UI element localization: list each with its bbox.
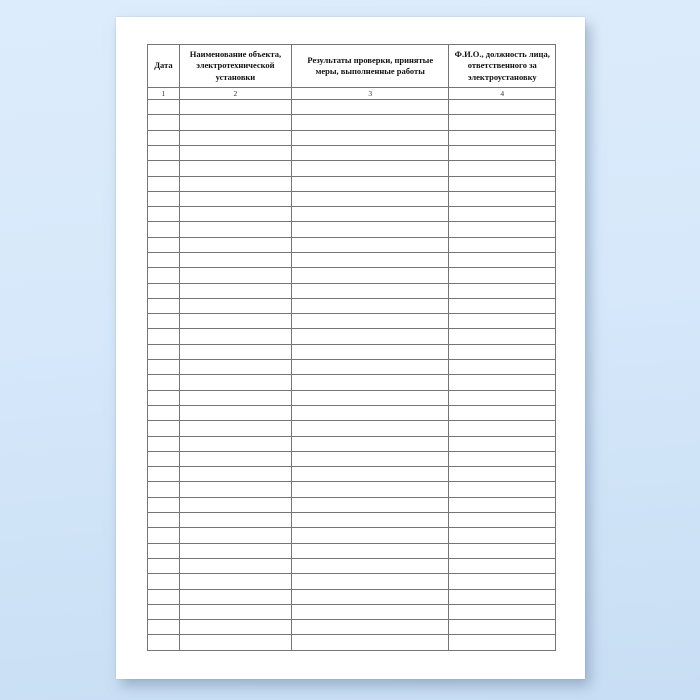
table-cell: [292, 482, 449, 497]
table-cell: [449, 405, 556, 420]
table-cell: [449, 115, 556, 130]
table-cell: [179, 252, 291, 267]
table-cell: [292, 298, 449, 313]
table-cell: [179, 145, 291, 160]
table-cell: [179, 268, 291, 283]
table-cell: [148, 115, 180, 130]
table-cell: [292, 100, 449, 115]
table-row: [148, 329, 556, 344]
table-cell: [449, 574, 556, 589]
table-cell: [179, 191, 291, 206]
table-cell: [179, 451, 291, 466]
table-row: [148, 191, 556, 206]
table-row: [148, 497, 556, 512]
table-cell: [179, 207, 291, 222]
table-cell: [179, 237, 291, 252]
table-cell: [148, 467, 180, 482]
table-row: [148, 405, 556, 420]
table-cell: [449, 589, 556, 604]
table-cell: [449, 191, 556, 206]
table-cell: [449, 222, 556, 237]
table-cell: [179, 589, 291, 604]
table-cell: [449, 268, 556, 283]
table-row: [148, 268, 556, 283]
table-cell: [292, 268, 449, 283]
header-row: [148, 45, 556, 88]
column-number: 3: [292, 88, 449, 100]
table-cell: [292, 436, 449, 451]
table-cell: [292, 451, 449, 466]
table-cell: [148, 252, 180, 267]
table-cell: [179, 298, 291, 313]
table-cell: [292, 635, 449, 651]
table-cell: [449, 237, 556, 252]
table-cell: [148, 176, 180, 191]
table-cell: [449, 467, 556, 482]
table-cell: [148, 100, 180, 115]
table-row: [148, 589, 556, 604]
table-cell: [292, 543, 449, 558]
table-cell: [449, 130, 556, 145]
table-cell: [148, 620, 180, 635]
table-cell: [148, 360, 180, 375]
table-cell: [148, 451, 180, 466]
table-cell: [449, 497, 556, 512]
table-cell: [292, 405, 449, 420]
column-header: Наименование объекта, электротехнической установки: [179, 45, 291, 88]
table-cell: [148, 268, 180, 283]
table-cell: [449, 620, 556, 635]
table-cell: [292, 161, 449, 176]
table-row: [148, 344, 556, 359]
table-row: [148, 252, 556, 267]
table-cell: [148, 283, 180, 298]
table-cell: [179, 421, 291, 436]
table-row: [148, 145, 556, 160]
table-cell: [449, 421, 556, 436]
table-cell: [292, 145, 449, 160]
column-number: 4: [449, 88, 556, 100]
table-cell: [148, 314, 180, 329]
table-cell: [292, 528, 449, 543]
table-row: [148, 528, 556, 543]
table-row: [148, 604, 556, 619]
table-cell: [179, 528, 291, 543]
table-row: [148, 436, 556, 451]
table-row: [148, 620, 556, 635]
table-cell: [179, 543, 291, 558]
table-cell: [292, 207, 449, 222]
table-row: [148, 130, 556, 145]
table-cell: [148, 222, 180, 237]
table-cell: [292, 237, 449, 252]
table-cell: [292, 574, 449, 589]
table-row: [148, 314, 556, 329]
table-cell: [179, 482, 291, 497]
table-cell: [148, 558, 180, 573]
table-cell: [449, 344, 556, 359]
table-cell: [292, 191, 449, 206]
table-cell: [179, 620, 291, 635]
table-cell: [292, 360, 449, 375]
table-cell: [449, 390, 556, 405]
table-cell: [179, 130, 291, 145]
table-cell: [449, 207, 556, 222]
table-row: [148, 115, 556, 130]
table-cell: [179, 436, 291, 451]
table-cell: [179, 176, 291, 191]
table-cell: [179, 405, 291, 420]
table-cell: [449, 283, 556, 298]
table-cell: [292, 176, 449, 191]
column-header: Ф.И.О., должность лица, ответственного за электроустановку: [449, 45, 556, 88]
table-row: [148, 161, 556, 176]
table-cell: [449, 314, 556, 329]
table-cell: [449, 543, 556, 558]
table-cell: [179, 222, 291, 237]
table-cell: [148, 635, 180, 651]
table-cell: [148, 329, 180, 344]
table-cell: [449, 360, 556, 375]
document-page: [116, 17, 585, 679]
table-row: [148, 635, 556, 651]
table-cell: [179, 314, 291, 329]
table-cell: [179, 635, 291, 651]
table-cell: [292, 115, 449, 130]
table-cell: [148, 513, 180, 528]
table-cell: [449, 100, 556, 115]
table-cell: [148, 604, 180, 619]
table-cell: [148, 375, 180, 390]
table-row: [148, 513, 556, 528]
table-cell: [148, 298, 180, 313]
table-cell: [449, 161, 556, 176]
table-row: [148, 283, 556, 298]
table-cell: [292, 283, 449, 298]
table-row: [148, 237, 556, 252]
table-cell: [449, 145, 556, 160]
table-cell: [292, 314, 449, 329]
table-row: [148, 574, 556, 589]
table-cell: [449, 252, 556, 267]
table-cell: [148, 482, 180, 497]
table-cell: [148, 436, 180, 451]
table-cell: [449, 436, 556, 451]
column-number: 1: [148, 88, 180, 100]
table-cell: [449, 176, 556, 191]
table-cell: [292, 620, 449, 635]
table-cell: [179, 375, 291, 390]
column-number: 2: [179, 88, 291, 100]
table-cell: [449, 528, 556, 543]
column-header: Дата: [148, 45, 180, 88]
table-cell: [148, 405, 180, 420]
table-row: [148, 482, 556, 497]
table-cell: [179, 497, 291, 512]
table-cell: [449, 635, 556, 651]
table-cell: [179, 574, 291, 589]
table-cell: [148, 161, 180, 176]
table-cell: [179, 360, 291, 375]
table-row: [148, 467, 556, 482]
table-cell: [449, 558, 556, 573]
table-row: [148, 100, 556, 115]
table-row: [148, 375, 556, 390]
table-cell: [148, 497, 180, 512]
table-row: [148, 451, 556, 466]
table-row: [148, 360, 556, 375]
table-cell: [292, 421, 449, 436]
table-row: [148, 207, 556, 222]
table-cell: [292, 390, 449, 405]
table-row: [148, 543, 556, 558]
table-cell: [148, 390, 180, 405]
table-cell: [148, 421, 180, 436]
table-row: [148, 390, 556, 405]
table-cell: [148, 130, 180, 145]
table-cell: [449, 451, 556, 466]
table-cell: [449, 375, 556, 390]
table-cell: [148, 145, 180, 160]
table-cell: [292, 589, 449, 604]
table-cell: [148, 543, 180, 558]
table-cell: [148, 589, 180, 604]
table-cell: [292, 344, 449, 359]
column-number-row: [148, 88, 556, 100]
table-cell: [179, 513, 291, 528]
table-cell: [292, 604, 449, 619]
table-cell: [179, 604, 291, 619]
table-cell: [148, 207, 180, 222]
table-cell: [449, 604, 556, 619]
table-cell: [292, 329, 449, 344]
column-header: Результаты проверки, принятые меры, выполненные работы: [292, 45, 449, 88]
table-cell: [292, 130, 449, 145]
table-cell: [148, 574, 180, 589]
table-cell: [179, 283, 291, 298]
table-row: [148, 298, 556, 313]
table-cell: [179, 100, 291, 115]
table-row: [148, 176, 556, 191]
table-row: [148, 558, 556, 573]
table-cell: [148, 344, 180, 359]
table-cell: [179, 467, 291, 482]
table-cell: [179, 161, 291, 176]
table-cell: [292, 513, 449, 528]
table-cell: [179, 329, 291, 344]
table-row: [148, 421, 556, 436]
table-cell: [179, 558, 291, 573]
table-cell: [292, 558, 449, 573]
journal-table: [147, 44, 556, 651]
table-cell: [179, 115, 291, 130]
table-cell: [292, 375, 449, 390]
table-cell: [179, 390, 291, 405]
table-cell: [292, 222, 449, 237]
table-cell: [449, 482, 556, 497]
table-row: [148, 222, 556, 237]
table-cell: [148, 237, 180, 252]
table-cell: [179, 344, 291, 359]
table-cell: [148, 191, 180, 206]
table-cell: [292, 467, 449, 482]
table-cell: [449, 513, 556, 528]
table-cell: [449, 329, 556, 344]
table-cell: [148, 528, 180, 543]
table-cell: [449, 298, 556, 313]
table-cell: [292, 497, 449, 512]
table-cell: [292, 252, 449, 267]
